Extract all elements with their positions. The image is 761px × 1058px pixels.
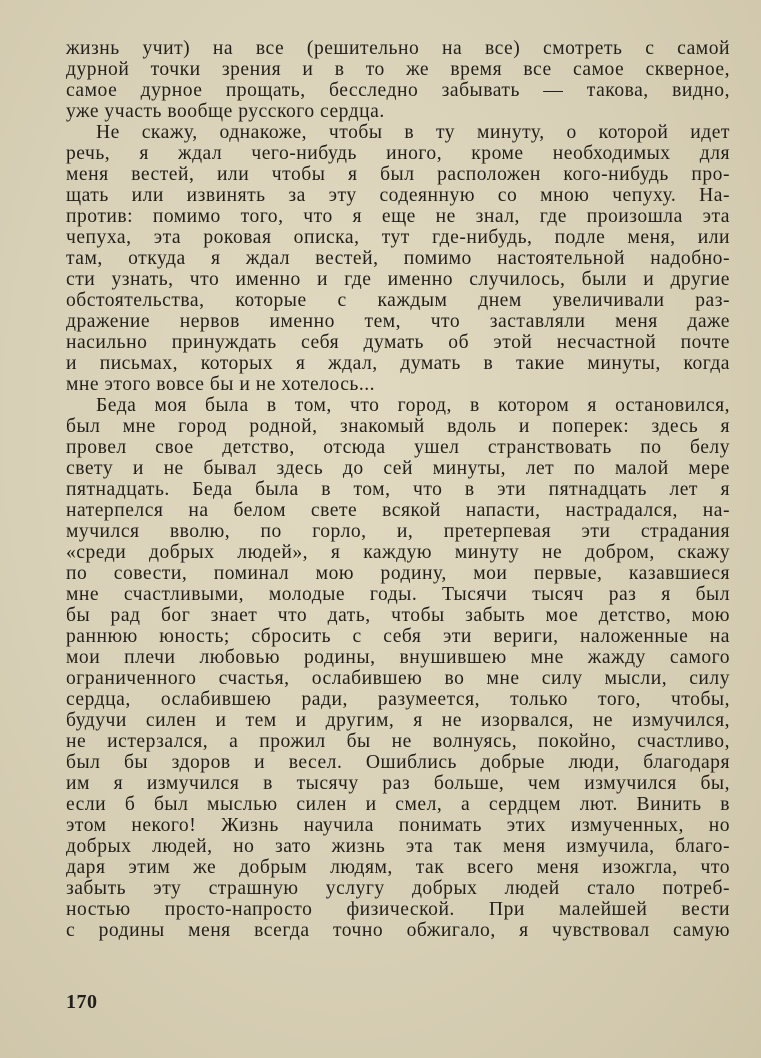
text-line: им я измучился в тысячу раз больше, чем измучился бы, xyxy=(66,773,730,794)
text-line: мне этого вовсе бы и не хотелось... xyxy=(66,374,376,395)
text-line: Не скажу, однакоже, чтобы в ту минуту, о которой идет xyxy=(96,122,730,143)
text-line: там, откуда я ждал вестей, помимо настоятельной надобно- xyxy=(66,248,730,269)
text-line: если б был мыслью силен и смел, а сердцем лют. Винить в xyxy=(66,794,730,815)
text-line: сердца, ослабившею ради, разумеется, только того, чтобы, xyxy=(66,689,730,710)
text-line: забыть эту страшную услугу добрых людей стало потреб- xyxy=(66,878,730,899)
text-line: добрых людей, но зато жизнь эта так меня измучила, благо- xyxy=(66,836,730,857)
text-line: дурной точки зрения и в то же время все самое скверное, xyxy=(66,59,730,80)
text-line: речь, я ждал чего-нибудь иного, кроме необходимых для xyxy=(66,143,730,164)
text-line: натерпелся на белом свете всякой напасти, настрадался, на- xyxy=(66,500,730,521)
text-line: дражение нервов именно тем, что заставляли меня даже xyxy=(66,311,730,332)
text-line: этом некого! Жизнь научила понимать этих измученных, но xyxy=(66,815,730,836)
text-line: и письмах, которых я ждал, думать в такие минуты, когда xyxy=(66,353,730,374)
text-line: насильно принуждать себя думать об этой несчастной почте xyxy=(66,332,730,353)
text-line: самое дурное прощать, бесследно забывать — такова, видно, xyxy=(66,80,730,101)
text-line: свету и не бывал здесь до сей минуты, лет по малой мере xyxy=(66,458,730,479)
text-line: против: помимо того, что я еще не знал, где произошла эта xyxy=(66,206,730,227)
text-line: ностью просто-напросто физической. При малейшей вести xyxy=(66,899,730,920)
text-line: провел свое детство, отсюда ушел странствовать по белу xyxy=(66,437,730,458)
text-line: раннюю юность; сбросить с себя эти вериги, наложенные на xyxy=(66,626,730,647)
text-line: Беда моя была в том, что город, в котором я остановился, xyxy=(96,395,730,416)
text-line: жизнь учит) на все (решительно на все) смотреть с самой xyxy=(66,38,730,59)
text-line: сти узнать, что именно и где именно случилось, были и другие xyxy=(66,269,730,290)
text-line: пятнадцать. Беда была в том, что в эти пятнадцать лет я xyxy=(66,479,730,500)
text-line: даря этим же добрым людям, так всего меня изожгла, что xyxy=(66,857,730,878)
page-number: 170 xyxy=(66,991,98,1013)
text-line: щать или извинять за эту содеянную со мною чепуху. На- xyxy=(66,185,730,206)
text-line: был мне город родной, знакомый вдоль и поперек: здесь я xyxy=(66,416,730,437)
text-line: не истерзался, а прожил бы не волнуясь, покойно, счастливо, xyxy=(66,731,730,752)
text-line: чепуха, эта роковая описка, тут где-нибудь, подле меня, или xyxy=(66,227,730,248)
text-line: мои плечи любовью родины, внушившею мне жажду самого xyxy=(66,647,730,668)
text-line: мне счастливыми, молодые годы. Тысячи тысяч раз я был xyxy=(66,584,730,605)
text-line: по совести, поминал мою родину, мои первые, казавшиеся xyxy=(66,563,730,584)
text-line: был бы здоров и весел. Ошиблись добрые люди, благодаря xyxy=(66,752,730,773)
text-line: меня вестей, или чтобы я был расположен кого-нибудь про- xyxy=(66,164,730,185)
text-line: «среди добрых людей», я каждую минуту не добром, скажу xyxy=(66,542,730,563)
text-line: будучи силен и тем и другим, я не изорвался, не измучился, xyxy=(66,710,730,731)
text-line: обстоятельства, которые с каждым днем увеличивали раз- xyxy=(66,290,730,311)
text-line: уже участь вообще русского сердца. xyxy=(66,101,385,122)
text-line: бы рад бог знает что дать, чтобы забыть мое детство, мою xyxy=(66,605,730,626)
text-line: с родины меня всегда точно обжигало, я чувствовал самую xyxy=(66,920,730,941)
text-line: ограниченного счастья, ослабившею во мне силу мысли, силу xyxy=(66,668,730,689)
page-body-text xyxy=(66,38,730,941)
text-line: мучился вволю, по горло, и, претерпевая эти страдания xyxy=(66,521,730,542)
